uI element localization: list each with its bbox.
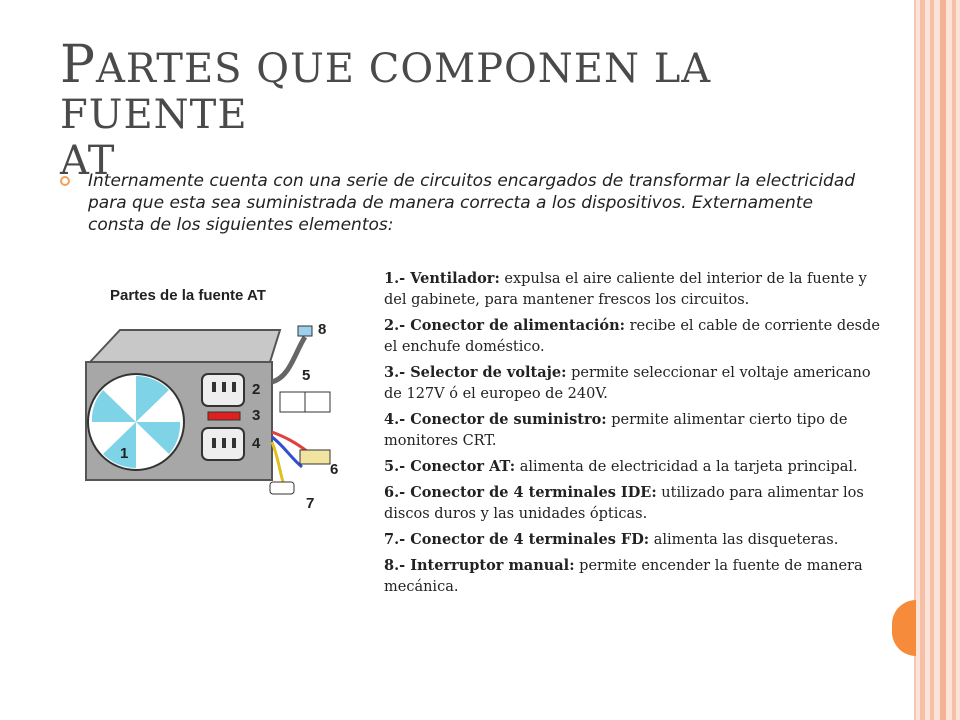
psu-top-face [90, 330, 280, 362]
page-title [60, 35, 860, 184]
list-item: 7.- Conector de 4 terminales FD: alimenta las disqueteras. [384, 531, 839, 548]
title-first-letter: P [60, 35, 96, 95]
list-item: 1.- Ventilador: expulsa el aire caliente del interior de la fuente y del gabinete, para mantener frescos los circuitos. [384, 270, 867, 308]
diagram-label: 7 [306, 495, 315, 512]
diagram-heading: Partes de la fuente AT [110, 287, 266, 304]
diagram-label: 4 [252, 435, 261, 452]
diagram-label: 3 [252, 407, 261, 424]
voltage-selector [208, 412, 240, 420]
slide-tab-accent [892, 600, 916, 656]
fd-connector [270, 482, 294, 494]
list-item: 5.- Conector AT: alimenta de electricidad a la tarjeta principal. [384, 458, 858, 475]
diagram-label: 2 [252, 381, 261, 398]
parts-list [384, 268, 884, 602]
title-line2: AT [60, 138, 116, 184]
fan-icon [88, 374, 184, 470]
list-item: 4.- Conector de suministro: permite alimentar cierto tipo de monitores CRT. [384, 411, 848, 449]
list-item: 2.- Conector de alimentación: recibe el cable de corriente desde el enchufe doméstico. [384, 317, 880, 355]
list-item: 6.- Conector de 4 terminales IDE: utilizado para alimentar los discos duros y las unidades ópticas. [384, 484, 864, 522]
diagram-label: 5 [302, 367, 311, 384]
diagram-label: 8 [318, 321, 327, 338]
diagram-label: 1 [120, 445, 129, 462]
intro-bullet [60, 170, 860, 236]
ide-connector [300, 450, 330, 464]
power-supply-diagram [80, 282, 370, 512]
diagram-label: 6 [330, 461, 339, 478]
intro-text: Internamente cuenta con una serie de circuitos encargados de transformar la electricidad para que esta sea suministrada de manera correcta a los dispositivos. Externamente consta de los siguientes elementos: [88, 171, 856, 235]
bullet-icon [60, 176, 70, 186]
decorative-stripes [916, 0, 960, 720]
list-item: 3.- Selector de voltaje: permite seleccionar el voltaje americano de 127V ó el europeo de 240V. [384, 364, 871, 402]
manual-switch [298, 326, 312, 336]
list-item: 8.- Interruptor manual: permite encender la fuente de manera mecánica. [384, 557, 863, 595]
title-text: ARTES QUE COMPONEN LA FUENTE [60, 46, 712, 138]
